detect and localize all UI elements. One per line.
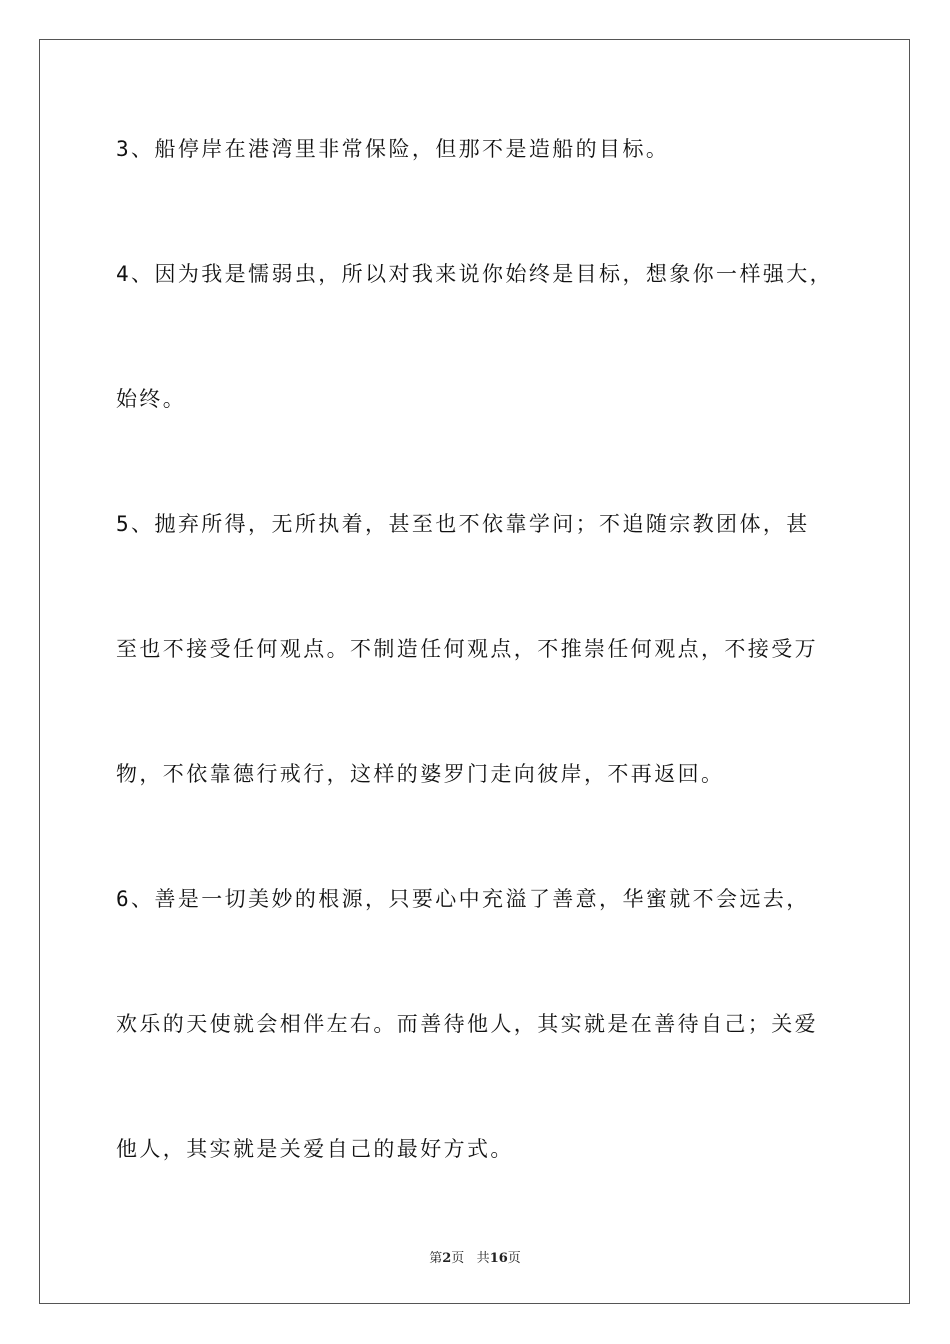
footer-total-suffix: 页	[507, 1251, 521, 1266]
footer-page-suffix: 页	[451, 1251, 465, 1266]
text-line-3: 始终。	[116, 387, 187, 411]
page-frame	[39, 39, 910, 1304]
text-line-7: 6、善是一切美妙的根源，只要心中充溢了善意，华蜜就不会远去，	[116, 887, 810, 911]
text-line-6: 物，不依靠德行戒行，这样的婆罗门走向彼岸，不再返回。	[116, 762, 725, 786]
footer-total-prefix: 共	[476, 1251, 490, 1266]
page-footer	[0, 1247, 950, 1266]
footer-page-current: 2	[442, 1251, 452, 1266]
text-line-2: 4、因为我是懦弱虫，所以对我来说你始终是目标，想象你一样强大，	[116, 262, 834, 286]
text-line-9: 他人，其实就是关爱自己的最好方式。	[116, 1137, 514, 1161]
text-line-4: 5、抛弃所得，无所执着，甚至也不依靠学问；不追随宗教团体，甚	[116, 512, 810, 536]
footer-page-total: 16	[489, 1251, 508, 1266]
text-line-1: 3、船停岸在港湾里非常保险，但那不是造船的目标。	[116, 137, 670, 161]
text-line-8: 欢乐的天使就会相伴左右。而善待他人，其实就是在善待自己；关爱	[116, 1012, 818, 1036]
footer-page-prefix: 第	[429, 1251, 443, 1266]
text-line-5: 至也不接受任何观点。不制造任何观点，不推崇任何观点，不接受万	[116, 637, 818, 661]
